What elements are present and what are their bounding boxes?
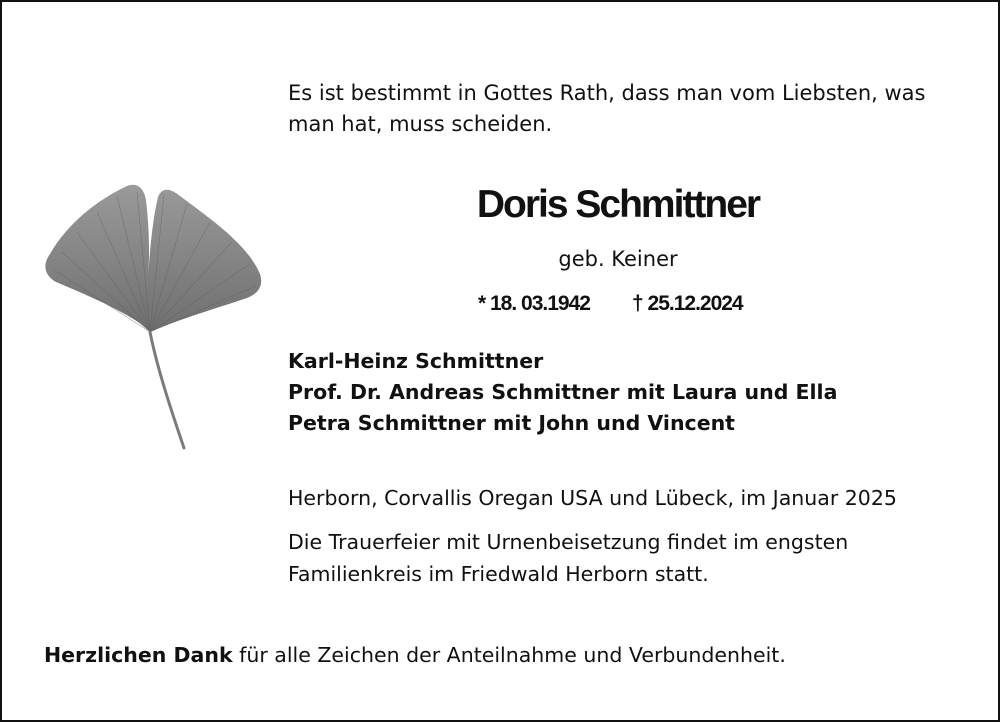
place-and-date: Herborn, Corvallis Oregan USA und Lübeck, im Januar 2025 bbox=[288, 486, 897, 510]
memorial-quote bbox=[288, 78, 968, 140]
thanks-rest: für alle Zeichen der Anteilnahme und Verbundenheit. bbox=[232, 643, 786, 667]
death-date: † 25.12.2024 bbox=[632, 292, 743, 315]
thanks-line bbox=[44, 639, 964, 671]
quote-line-1: Es ist bestimmt in Gottes Rath, dass man vom Liebsten, was bbox=[288, 81, 926, 105]
ceremony-line-1: Die Trauerfeier mit Urnenbeisetzung findet im engsten bbox=[288, 530, 849, 554]
maiden-name: geb. Keiner bbox=[558, 247, 678, 271]
ginkgo-leaf-icon bbox=[42, 182, 264, 452]
quote-line-2: man hat, muss scheiden. bbox=[288, 112, 553, 136]
family-list bbox=[288, 346, 968, 439]
thanks-bold: Herzlichen Dank bbox=[44, 643, 233, 667]
life-dates bbox=[478, 289, 778, 319]
deceased-name: Doris Schmittner bbox=[476, 183, 760, 226]
family-member: Karl-Heinz Schmittner bbox=[288, 349, 544, 373]
ceremony-line-2: Familienkreis im Friedwald Herborn statt. bbox=[288, 562, 709, 586]
family-member: Prof. Dr. Andreas Schmittner mit Laura und Ella bbox=[288, 380, 838, 404]
ceremony-note bbox=[288, 526, 978, 590]
birth-date: * 18. 03.1942 bbox=[478, 292, 590, 315]
family-member: Petra Schmittner mit John und Vincent bbox=[288, 411, 735, 435]
